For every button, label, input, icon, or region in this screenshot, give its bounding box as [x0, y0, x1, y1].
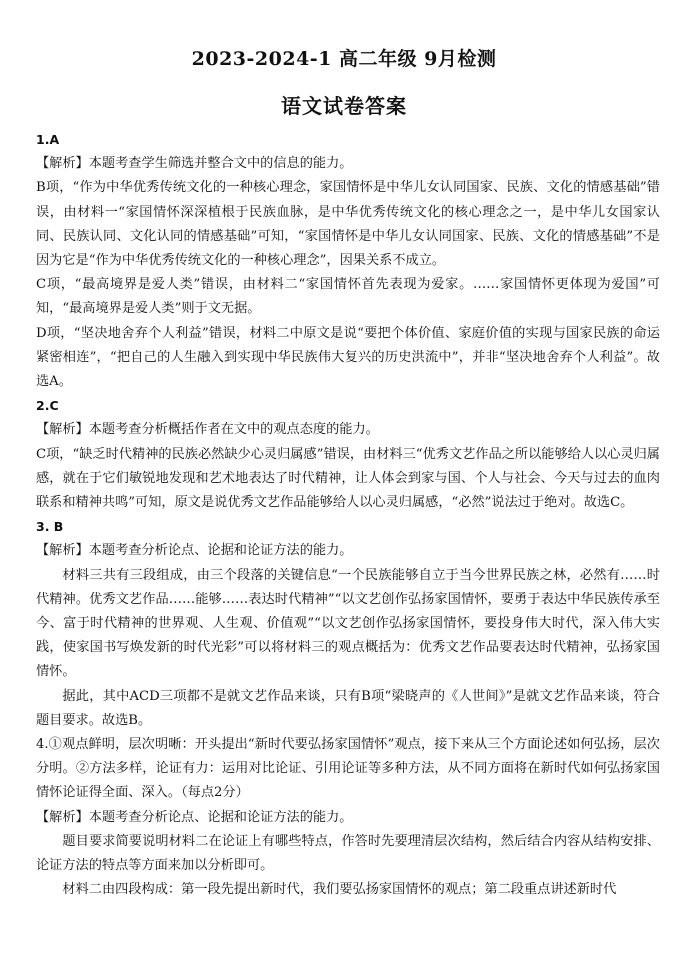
answer-paragraph: C项，“最高境界是爱人类”错误，由材料二“家国情怀首先表现为爱家。……家国情怀更体现为爱国”可知，“最高境界是爱人类”则于文无据。	[36, 277, 660, 317]
answer-paragraph: C项，“缺乏时代精神的民族必然缺少心灵归属感”错误，由材料三“优秀文艺作品之所以能够给人以心灵归属感，就在于它们敏锐地发现和艺术地表达了时代精神，让人体会到家与国、个人与社会、今天与过去的血肉联系和精神共鸣”可知，原文是说优秀文艺作品能够给人以心灵归属感，“必然”说法过于绝对。故选C。	[36, 446, 660, 511]
answer-content	[36, 128, 660, 903]
document-title: 2023-2024-1 高二年级 9月检测	[191, 48, 497, 70]
question-number: 3. B	[36, 519, 64, 535]
answer-paragraph: B项，“作为中华优秀传统文化的一种核心理念，家国情怀是中华儿女认同国家、民族、文化的情感基础”错误，由材料一“家国情怀深深植根于民族血脉，是中华优秀传统文化的核心理念之一，是中华儿女国家认同、民族认同、文化认同的情感基础”可知，“家国情怀是中华儿女认同国家、民族、文化的情感基础”不是因为它是“作为中华优秀传统文化的一种核心理念”，因果关系不成立。	[36, 180, 660, 269]
answer-paragraph: 材料二由四段构成：第一段先提出新时代，我们要弘扬家国情怀的观点；第二段重点讲述新时代	[62, 882, 617, 898]
document-subtitle: 语文试卷答案	[281, 94, 407, 118]
answer-paragraph: D项，“坚决地舍弃个人利益”错误，材料二中原文是说“要把个体价值、家庭价值的实现与国家民族的命运紧密相连”，“把自己的人生融入到实现中华民族伟大复兴的历史洪流中”，并非“坚决地舍弃个人利益”。故选A。	[36, 325, 660, 390]
answer-paragraph: 4.①观点鲜明，层次明晰：开头提出“新时代要弘扬家国情怀”观点，接下来从三个方面论述如何弘扬，层次分明。②方法多样，论证有力：运用对比论证、引用论证等多种方法，从不同方面将在新时代如何弘扬家国情怀论证得全面、深入。（每点2分）	[36, 737, 660, 801]
question-number: 1.A	[36, 132, 60, 147]
answer-paragraph: 【解析】本题考查分析论点、论据和论证方法的能力。	[36, 543, 353, 559]
answer-paragraph: 题目要求简要说明材料二在论证上有哪些特点，作答时先要理清层次结构，然后结合内容从结构安排、论证方法的特点等方面来加以分析即可。	[36, 833, 660, 874]
answer-paragraph: 【解析】本题考查分析概括作者在文中的观点态度的能力。	[36, 422, 379, 438]
answer-paragraph: 【解析】本题考查学生筛选并整合文中的信息的能力。	[36, 156, 353, 172]
question-number: 2.C	[36, 398, 59, 414]
answer-paragraph: 【解析】本题考查分析论点、论据和论证方法的能力。	[36, 809, 353, 825]
answer-paragraph: 材料三共有三段组成，由三个段落的关键信息“一个民族能够自立于当今世界民族之林，必然有……时代精神。优秀文艺作品……能够……表达时代精神”“以文艺创作弘扬家国情怀，要勇于表达中华民族传承至今、富于时代精神的世界观、人生观、价值观”“以文艺创作弘扬家国情怀，要投身伟大时代，深入伟大实践，使家国书写焕发新的时代光彩”可以将材料三的观点概括为：优秀文艺作品要表达时代精神，弘扬家国情怀。	[36, 567, 660, 680]
answer-paragraph: 据此，其中ACD三项都不是就文艺作品来谈，只有B项“梁晓声的《人世间》”是就文艺作品来谈，符合题目要求。故选B。	[36, 688, 660, 728]
